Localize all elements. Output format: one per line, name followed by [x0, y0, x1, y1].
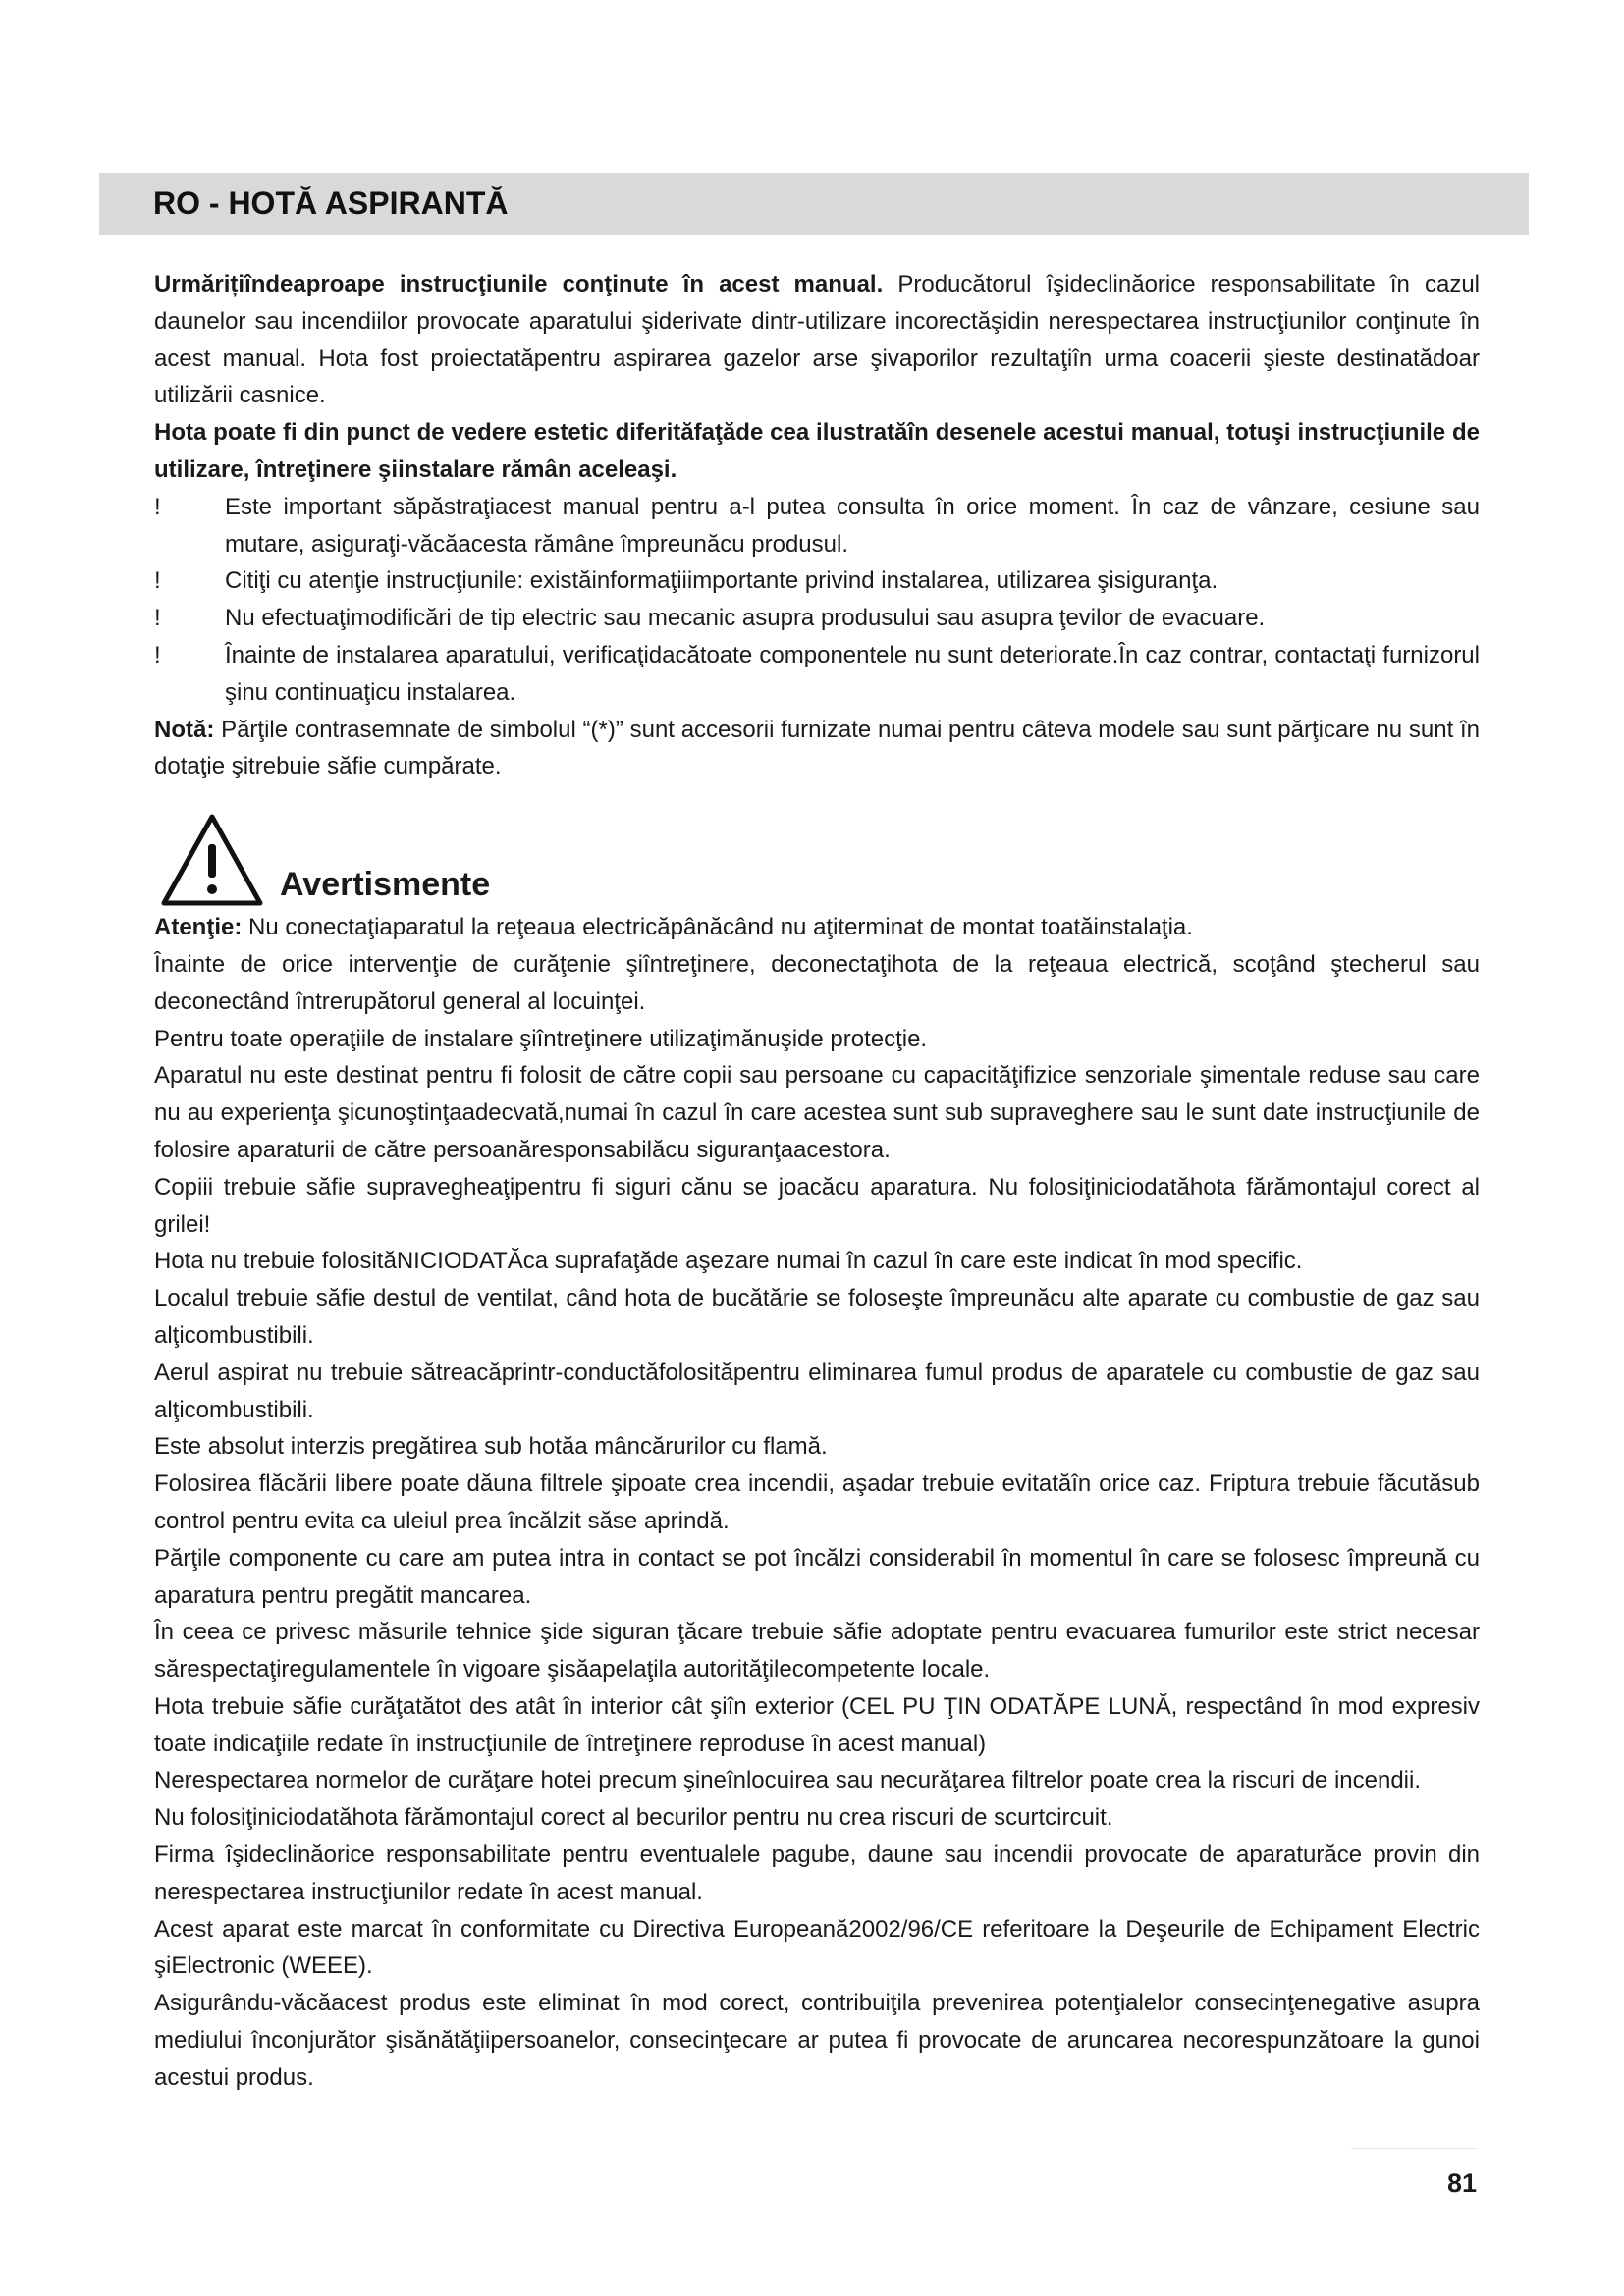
warning-paragraph: Hota trebuie săfie curăţatătot des atât în interior cât şiîn exterior (CEL PU ŢIN ODATĂPE LUNĂ, respectând în mod expresiv toate indicaţiile redate în instrucţiunile de întreţinere reproduse în acest manual) [154, 1692, 1480, 1757]
bullet-item [154, 562, 1480, 600]
note-label: Notă: [154, 716, 215, 743]
warning-paragraph: Pentru toate operaţiile de instalare şiîntreţinere utilizaţimănuşide protecţie. [154, 1025, 928, 1052]
footer-divider [1351, 2148, 1477, 2149]
bullet-text: Înainte de instalarea aparatului, verificaţidacătoate componentele nu sunt deteriorate.În caz contrar, contactaţi furnizorul şinu continuaţicu instalarea. [225, 641, 1480, 706]
exclamation-icon: ! [154, 641, 161, 668]
exclamation-icon: ! [154, 493, 161, 520]
attention-text: Nu conectaţiaparatul la reţeaua electricăpânăcând nu aţiterminat de montat toatăinstalaţia. [242, 914, 1193, 941]
attention-paragraph [154, 909, 1480, 946]
intro-paragraph [154, 266, 1480, 414]
attention-label: Atenţie: [154, 914, 243, 941]
warning-paragraph: În ceea ce privesc măsurile tehnice şide siguran ţăcare trebuie săfie adoptate pentru evacuarea fumurilor este strict necesar sărespectaţiregulamentele în vigoare şisăapelaţila autorităţilecompetente locale. [154, 1619, 1480, 1683]
bullet-list [154, 489, 1480, 712]
intro-bold-lead: Urmărițiîndeaproape instrucţiunile conţinute în acest manual. [154, 271, 884, 297]
warning-paragraph: Aparatul nu este destinat pentru fi folosit de către copii sau persoane cu capacităţifizice senzoriale şimentale reduse sau care nu au experienţa şicunoştinţaadecvată,numai în cazul în care acestea sunt sub supraveghere sau le sunt date instrucţiunile de folosire aparaturii de către persoanăresponsabilăcu siguranţaacestora. [154, 1062, 1480, 1163]
note-paragraph [154, 712, 1480, 786]
bullet-text: Citiţi cu atenţie instrucţiunile: existăinformaţiiimportante privind instalarea, utilizarea şisiguranţa. [225, 567, 1218, 595]
bullet-text: Este important săpăstraţiacest manual pentru a-l putea consulta în orice moment. În caz de vânzare, cesiune sau mutare, asiguraţi-văcăacesta rămâne împreunăcu produsul. [225, 493, 1480, 558]
warning-paragraph: Copiii trebuie săfie supravegheaţipentru fi siguri cănu se joacăcu aparatura. Nu folosiţiniciodatăhota fărămontajul corect al grilei! [154, 1173, 1480, 1238]
warning-paragraph: Asigurându-văcăacest produs este eliminat în mod corect, contribuiţila prevenirea potenţialelor consecinţenegative asupra mediului înconjurător şisănătăţiipersoanelor, consecinţecare ar putea fi provocate de aruncarea necorespunzătoare la gunoi acestui produs. [154, 1990, 1480, 2091]
bullet-text: Nu efectuaţimodificări de tip electric sau mecanic asupra produsului sau asupra ţevilor de evacuare. [225, 605, 1266, 632]
warning-paragraph: Localul trebuie săfie destul de ventilat, când hota de bucătărie se foloseşte împreunăcu alte aparate cu combustie de gaz sau alţicombustibili. [154, 1285, 1480, 1349]
document-body [154, 266, 1480, 2097]
warning-paragraph: Firma îşideclinăorice responsabilitate pentru eventualele pagube, daune sau incendii provocate de aparaturăce provin din nerespectarea instrucţiunilor redate în acest manual. [154, 1842, 1480, 1905]
warning-paragraph: Hota nu trebuie folosităNICIODATĂca suprafaţăde aşezare numai în cazul în care este indicat în mod specific. [154, 1248, 1303, 1275]
warning-paragraph: Părţile componente cu care am putea intra in contact se pot încălzi considerabil în momentul în care se folosesc împreună cu aparatura pentru pregătit mancarea. [154, 1544, 1480, 1609]
warning-paragraph: Nerespectarea normelor de curăţare hotei precum şineînlocuirea sau necurăţarea filtrelor poate crea la riscuri de incendii. [154, 1767, 1421, 1794]
warning-paragraph: Nu folosiţiniciodatăhota fărămontajul corect al becurilor pentru nu crea riscuri de scurtcircuit. [154, 1804, 1113, 1832]
page-title: RO - HOTĂ ASPIRANTĂ [153, 186, 509, 221]
warning-paragraph: Folosirea flăcării libere poate dăuna filtrele şipoate crea incendii, aşadar trebuie evitatăîn orice caz. Friptura trebuie făcutăsub control pentru evita ca uleiul prea încălzit săse aprindă. [154, 1470, 1480, 1534]
warnings-title: Avertismente [280, 866, 491, 904]
bullet-item [154, 600, 1480, 637]
intro-text: Producătorul îşideclinăorice responsabilitate în cazul daunelor sau incendiilor provocate aparatului şiderivate dintr-utilizare incorectăşidin nerespectarea instrucţiunilor conţinute în acest manual. Hota fost proiectatăpentru aspirarea gazelor arse şivaporilor rezultaţiîn urma coacerii şieste destinatădoar utilizării casnice. [154, 271, 1480, 409]
warning-triangle-icon [158, 811, 266, 909]
exclamation-icon: ! [154, 567, 161, 595]
intro-bold-note: Hota poate fi din punct de vedere estetic diferităfaţăde cea ilustratăîn desenele acestui manual, totuşi instrucţiunile de utilizare, întreţinere şiinstalare rămân aceleaşi. [154, 419, 1480, 483]
note-text: Părţile contrasemnate de simbolul “(*)” sunt accesorii furnizate numai pentru câteva modele sau sunt părţicare nu sunt în dotaţie şitrebuie săfie cumpărate. [154, 716, 1480, 780]
page-number: 81 [1447, 2168, 1478, 2198]
warning-paragraphs [154, 946, 1480, 2097]
exclamation-icon: ! [154, 605, 161, 632]
warning-paragraph: Aerul aspirat nu trebuie sătreacăprintr-conductăfolosităpentru eliminarea fumul produs de aparatele cu combustie de gaz sau alţicombustibili. [154, 1359, 1480, 1423]
warning-paragraph: Este absolut interzis pregătirea sub hotăa mâncărurilor cu flamă. [154, 1433, 828, 1461]
warning-paragraph: Înainte de orice intervenţie de curăţenie şiîntreţinere, deconectaţihota de la reţeaua electrică, scoţând ştecherul sau deconectând întrerupătorul general al locuinţei. [154, 950, 1480, 1015]
section-header-bar [99, 173, 1529, 235]
bullet-item [154, 637, 1480, 712]
warnings-heading [154, 811, 1480, 909]
bullet-item [154, 489, 1480, 563]
warning-paragraph: Acest aparat este marcat în conformitate cu Directiva Europeană2002/96/CE referitoare la Deşeurile de Echipament Electric şiElectronic (WEEE). [154, 1915, 1480, 1980]
